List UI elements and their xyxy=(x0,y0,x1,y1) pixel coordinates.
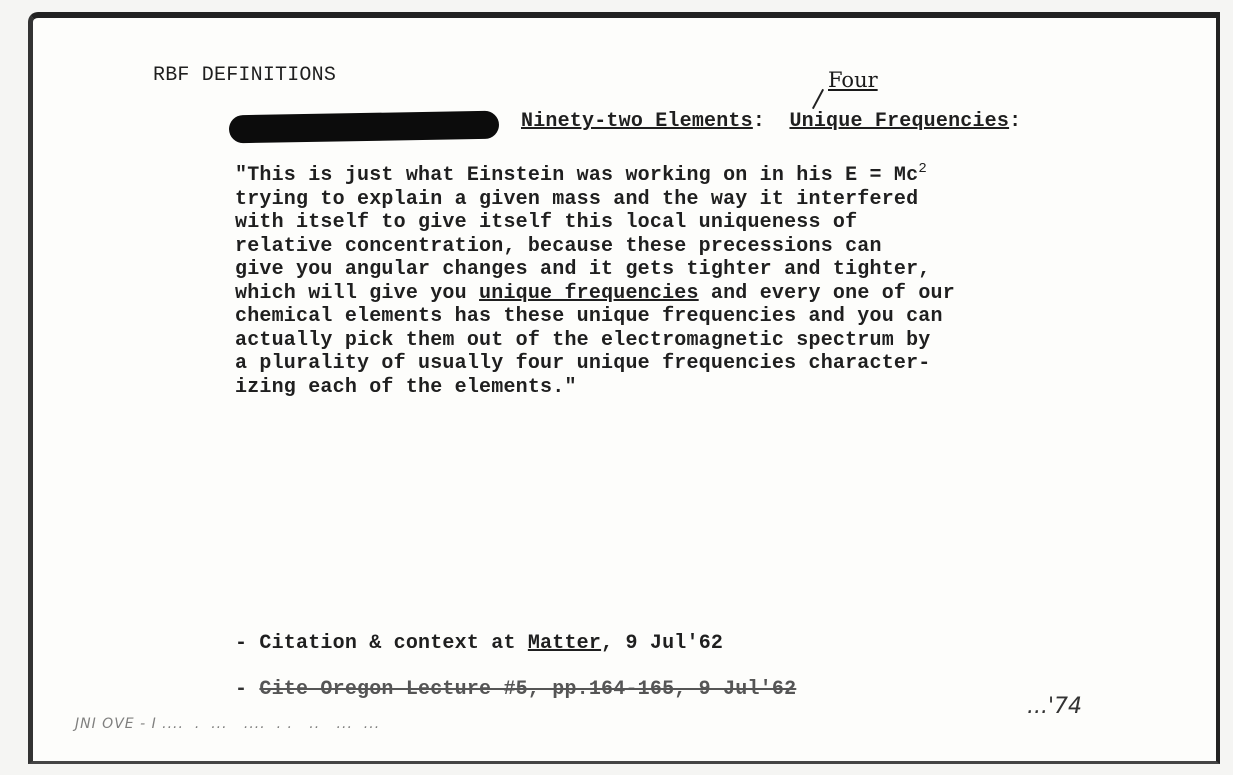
quotation-block xyxy=(235,158,955,399)
citation-prefix: - Citation & context at xyxy=(235,632,528,655)
card-title: RBF DEFINITIONS xyxy=(153,64,337,87)
handwritten-page-number: ...'74 xyxy=(1027,694,1083,719)
faint-footer-text: JNI OVE - I .... . ... .... . . .. ... ... xyxy=(75,716,381,732)
superscript: 2 xyxy=(918,161,927,177)
citation-link-matter[interactable]: Matter xyxy=(527,632,602,655)
quote-line: relative concentration, because these precessions can xyxy=(235,234,882,258)
redaction-bar xyxy=(229,111,499,144)
heading-term-1: Ninety-two Elements xyxy=(521,110,753,133)
citation-line xyxy=(235,632,723,655)
quote-line: with itself to give itself this local uniqueness of xyxy=(235,211,858,234)
citation-date: , 9 Jul'62 xyxy=(601,632,724,655)
handwritten-insert: Four xyxy=(828,68,878,92)
quote-line: chemical elements has these unique frequencies and you can xyxy=(235,305,943,328)
index-card xyxy=(28,12,1220,764)
quote-line: izing each of the elements." xyxy=(235,375,577,399)
quote-line: give you angular changes and it gets tighter and tighter, xyxy=(235,258,931,281)
insertion-caret xyxy=(812,89,824,109)
struck-text: Cite Oregon Lecture #5, pp.164-165, 9 Jul'62 xyxy=(259,678,797,701)
quote-line: a plurality of usually four unique frequencies character- xyxy=(235,352,931,375)
heading-separator: : xyxy=(752,110,790,133)
heading-term-2: Unique Frequencies xyxy=(789,110,1010,133)
heading-end: : xyxy=(1009,110,1022,133)
quote-line: and every one of our xyxy=(698,281,955,305)
quote-line: which will give you xyxy=(235,281,480,305)
quote-line: "This is just what Einstein was working on in his E = Mc xyxy=(235,164,919,187)
entry-heading xyxy=(521,110,1021,133)
struck-citation xyxy=(235,678,796,701)
quote-line: actually pick them out of the electromagnetic spectrum by xyxy=(235,328,931,352)
underlined-phrase: unique frequencies xyxy=(479,281,699,305)
struck-dash: - xyxy=(235,678,260,701)
quote-line: trying to explain a given mass and the way it interfered xyxy=(235,187,919,211)
